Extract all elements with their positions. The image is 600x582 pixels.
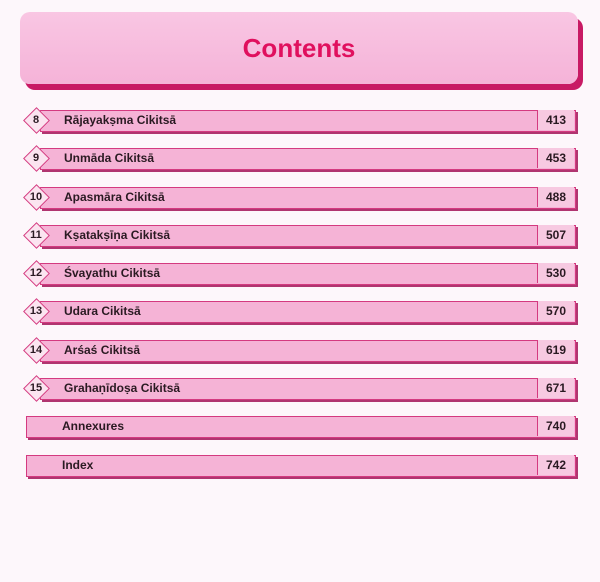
entry-page-number: 742 (537, 455, 574, 475)
entry-page-number: 453 (537, 148, 574, 168)
entry-page-number: 619 (537, 340, 574, 360)
entry-page-number: 740 (537, 416, 574, 436)
entry-title: Śvayathu Cikitsā (64, 266, 161, 280)
chapter-number-badge: 9 (24, 146, 48, 170)
entry-page-number: 507 (537, 225, 574, 245)
entry-title: Arśaś Cikitsā (64, 343, 141, 357)
chapter-number-badge: 13 (24, 299, 48, 323)
entry-title: Kṣatakṣīṇa Cikitsā (64, 228, 171, 242)
entry-title: Annexures (62, 419, 125, 433)
toc-entry[interactable] (22, 225, 576, 247)
page-title: Contents (242, 32, 356, 63)
entry-page-number: 671 (537, 378, 574, 398)
toc-entry[interactable] (22, 148, 576, 170)
chapter-number-badge: 10 (24, 185, 48, 209)
toc-entry-annexures[interactable] (22, 416, 576, 438)
entry-title: Grahaṇīdoṣa Cikitsā (64, 381, 181, 395)
entry-title: Udara Cikitsā (64, 304, 141, 318)
chapter-number-badge: 14 (24, 338, 48, 362)
entry-title: Apasmāra Cikitsā (64, 190, 165, 204)
chapter-number-badge: 12 (24, 261, 48, 285)
entry-page-number: 488 (537, 187, 574, 207)
entry-page-number: 530 (537, 263, 574, 283)
chapter-number-badge: 15 (24, 376, 48, 400)
entry-title: Rājayakṣma Cikitsā (64, 113, 177, 127)
entry-page-number: 413 (537, 110, 574, 130)
toc-entry[interactable] (22, 187, 576, 209)
chapter-number-badge: 8 (24, 108, 48, 132)
entry-title: Unmāda Cikitsā (64, 151, 155, 165)
toc-entry[interactable] (22, 301, 576, 323)
entry-bar (26, 455, 576, 477)
toc-entry-index[interactable] (22, 455, 576, 477)
entry-title: Index (62, 458, 94, 472)
toc-entry[interactable] (22, 263, 576, 285)
toc-entry[interactable] (22, 378, 576, 400)
toc-entry[interactable] (22, 340, 576, 362)
chapter-number-badge: 11 (24, 223, 48, 247)
toc-entry[interactable] (22, 110, 576, 132)
entry-page-number: 570 (537, 301, 574, 321)
